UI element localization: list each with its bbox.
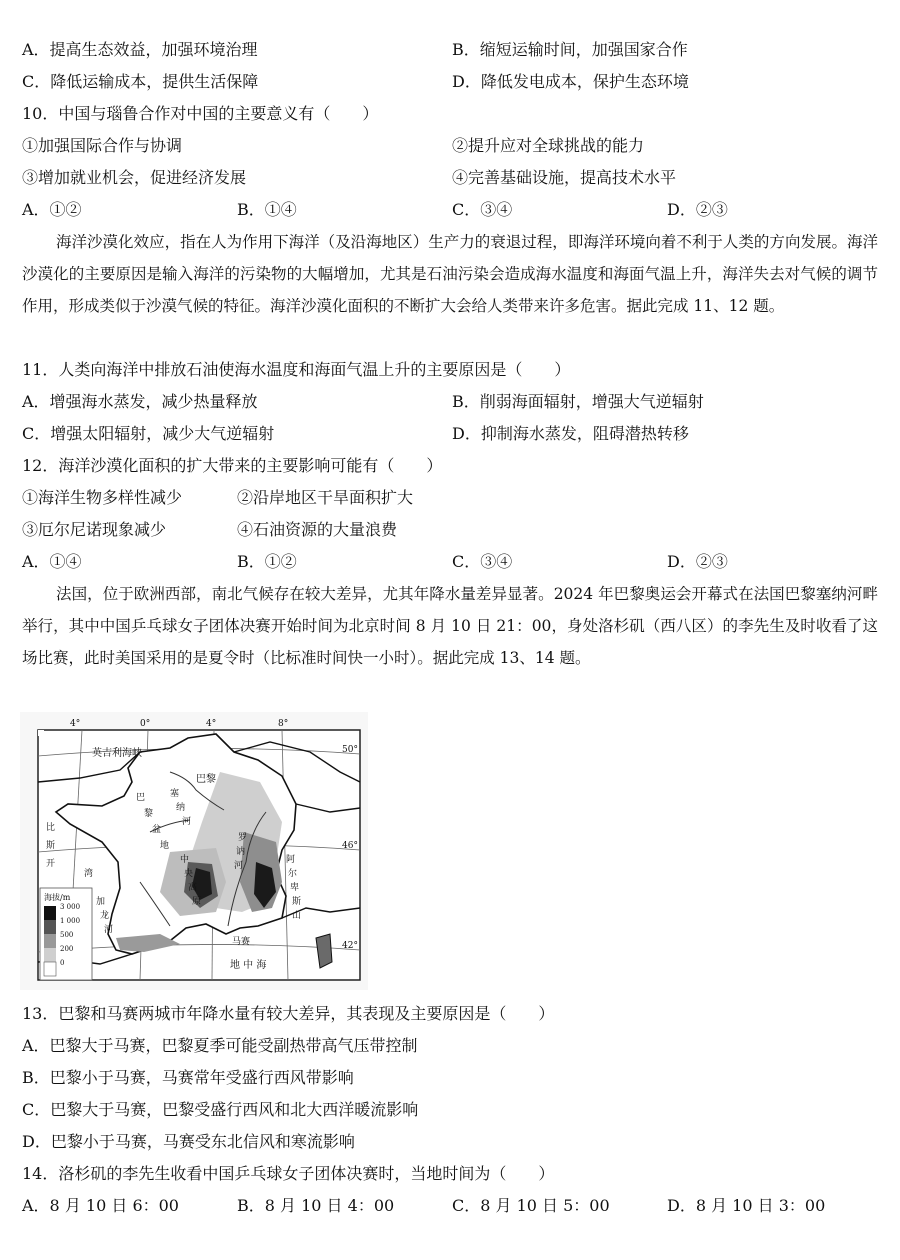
france-relief-map [20,712,368,990]
q14-stem: 14．洛杉矶的李先生收看中国乒乓球女子团体决赛时，当地时间为（ ） [22,1164,555,1183]
map-legend [40,888,92,980]
label-garonne-2: 龙 [100,911,110,921]
lon-label-2: 0° [140,719,151,729]
lat-label-2: 46° [342,841,358,851]
q11-stem: 11．人类向海洋中排放石油使海水温度和海面气温上升的主要原因是（ ） [22,360,571,379]
label-basin-1: 巴 [136,793,146,803]
q11-option-b: B．削弱海面辐射，增强大气逆辐射 [452,392,704,411]
q9-option-c: C．降低运输成本，提供生活保障 [22,72,259,91]
legend-3000: 3 000 [60,903,81,911]
q12-item-4: ④石油资源的大量浪费 [237,520,398,539]
label-alps-5: 山 [292,911,302,921]
q10-option-d: D．②③ [667,200,728,219]
label-alps-4: 斯 [292,897,302,907]
label-marseille: 马赛 [232,937,251,947]
q12-stem: 12．海洋沙漠化面积的扩大带来的主要影响可能有（ ） [22,456,443,475]
q9-option-a: A．提高生态效益，加强环境治理 [22,40,258,59]
q12-item-2: ②沿岸地区干旱面积扩大 [237,488,414,507]
q11-option-a: A．增强海水蒸发，减少热量释放 [22,392,258,411]
label-biscay-3: 开 [46,859,56,869]
lat-label-1: 50° [342,745,358,755]
q9-option-b: B．缩短运输时间，加强国家合作 [452,40,688,59]
passage-ocean-desertification [22,226,878,322]
label-alps-2: 尔 [288,869,298,879]
q13-option-a: A．巴黎大于马赛，巴黎夏季可能受副热带高气压带控制 [22,1036,418,1055]
q12-item-1: ①海洋生物多样性减少 [22,488,183,507]
legend-500: 500 [60,931,74,939]
q12-option-b: B．①② [237,552,297,571]
label-seine-3: 河 [182,817,192,827]
label-rhone-2: 讷 [236,847,246,857]
q10-item-4: ④完善基础设施，提高技术水平 [452,168,677,187]
q12-option-d: D．②③ [667,552,728,571]
label-massif-2: 央 [184,869,194,879]
label-garonne-1: 加 [96,897,106,907]
q11-option-c: C．增强太阳辐射，减少大气逆辐射 [22,424,275,443]
label-biscay-1: 比 [46,823,56,833]
q10-item-2: ②提升应对全球挑战的能力 [452,136,645,155]
q12-option-a: A．①④ [22,552,82,571]
legend-1000: 1 000 [60,917,81,925]
q12-item-3: ③厄尔尼诺现象减少 [22,520,167,539]
legend-title: 海拔/m [44,893,71,902]
q10-item-1: ①加强国际合作与协调 [22,136,183,155]
q14-option-c: C．8 月 10 日 5：00 [452,1196,610,1215]
label-mediterranean: 地 中 海 [230,960,267,971]
label-basin-2: 黎 [144,809,154,819]
label-english-channel: 英吉利海峡 [92,748,142,759]
label-alps-3: 卑 [290,883,300,893]
passage-1-text: 海洋沙漠化效应，指在人为作用下海洋（及沿海地区）生产力的衰退过程，即海洋环境向着不利于人类的方向发展。海洋沙漠化的主要原因是输入海洋的污染物的大幅增加，尤其是石油污染会造成海水温度和海面气温上升，海洋失去对气候的调节作用，形成类似于沙漠气候的特征。海洋沙漠化面积的不断扩大会给人类带来许多危害。据此完成 11、12 题。 [22,233,878,315]
label-rhone-1: 罗 [238,833,248,843]
q13-option-c: C．巴黎大于马赛，巴黎受盛行西风和北大西洋暖流影响 [22,1100,419,1119]
q13-stem: 13．巴黎和马赛两城市年降水量有较大差异，其表现及主要原因是（ ） [22,1004,555,1023]
label-seine-1: 塞 [170,789,180,799]
q9-option-d: D．降低发电成本，保护生态环境 [452,72,689,91]
q10-item-3: ③增加就业机会，促进经济发展 [22,168,247,187]
label-paris: 巴黎 [196,774,216,785]
passage-2-text: 法国，位于欧洲西部，南北气候存在较大差异，尤其年降水量差异显著。2024 年巴黎奥运会开幕式在法国巴黎塞纳河畔举行，其中中国乒乓球女子团体决赛开始时间为北京时间 8 月 10 日 21：00，身处洛杉矶（西八区）的李先生及时收看了这场比赛，此时美国采用的是夏令时（比标准时间快一小时）。据此完成 13、14 题。 [22,585,878,667]
label-biscay-2: 斯 [46,841,56,851]
lat-label-3: 42° [342,941,358,951]
label-garonne-3: 河 [104,925,114,935]
legend-200: 200 [60,945,74,953]
q10-option-a: A．①② [22,200,82,219]
q14-option-d: D．8 月 10 日 3：00 [667,1196,826,1215]
q11-option-d: D．抑制海水蒸发，阻碍潜热转移 [452,424,689,443]
label-basin-3: 盆 [152,825,162,835]
label-biscay-4: 湾 [84,869,94,879]
q14-option-b: B．8 月 10 日 4：00 [237,1196,395,1215]
q10-option-c: C．③④ [452,200,513,219]
lon-label-1: 4° [70,719,81,729]
q10-stem: 10．中国与瑙鲁合作对中国的主要意义有（ ） [22,104,379,123]
label-massif-4: 原 [192,897,202,907]
label-basin-4: 地 [160,841,170,851]
label-massif-3: 高 [188,883,198,893]
legend-0: 0 [60,959,65,967]
label-rhone-3: 河 [234,861,244,871]
q13-option-b: B．巴黎小于马赛，马赛常年受盛行西风带影响 [22,1068,354,1087]
lon-label-4: 8° [278,719,289,729]
lon-label-3: 4° [206,719,217,729]
label-massif-1: 中 [180,855,190,865]
q13-option-d: D．巴黎小于马赛，马赛受东北信风和寒流影响 [22,1132,355,1151]
label-alps-1: 阿 [286,855,296,865]
label-seine-2: 纳 [176,803,186,813]
q14-option-a: A．8 月 10 日 6：00 [22,1196,179,1215]
q10-option-b: B．①④ [237,200,297,219]
passage-france-olympics [22,578,878,674]
q12-option-c: C．③④ [452,552,513,571]
